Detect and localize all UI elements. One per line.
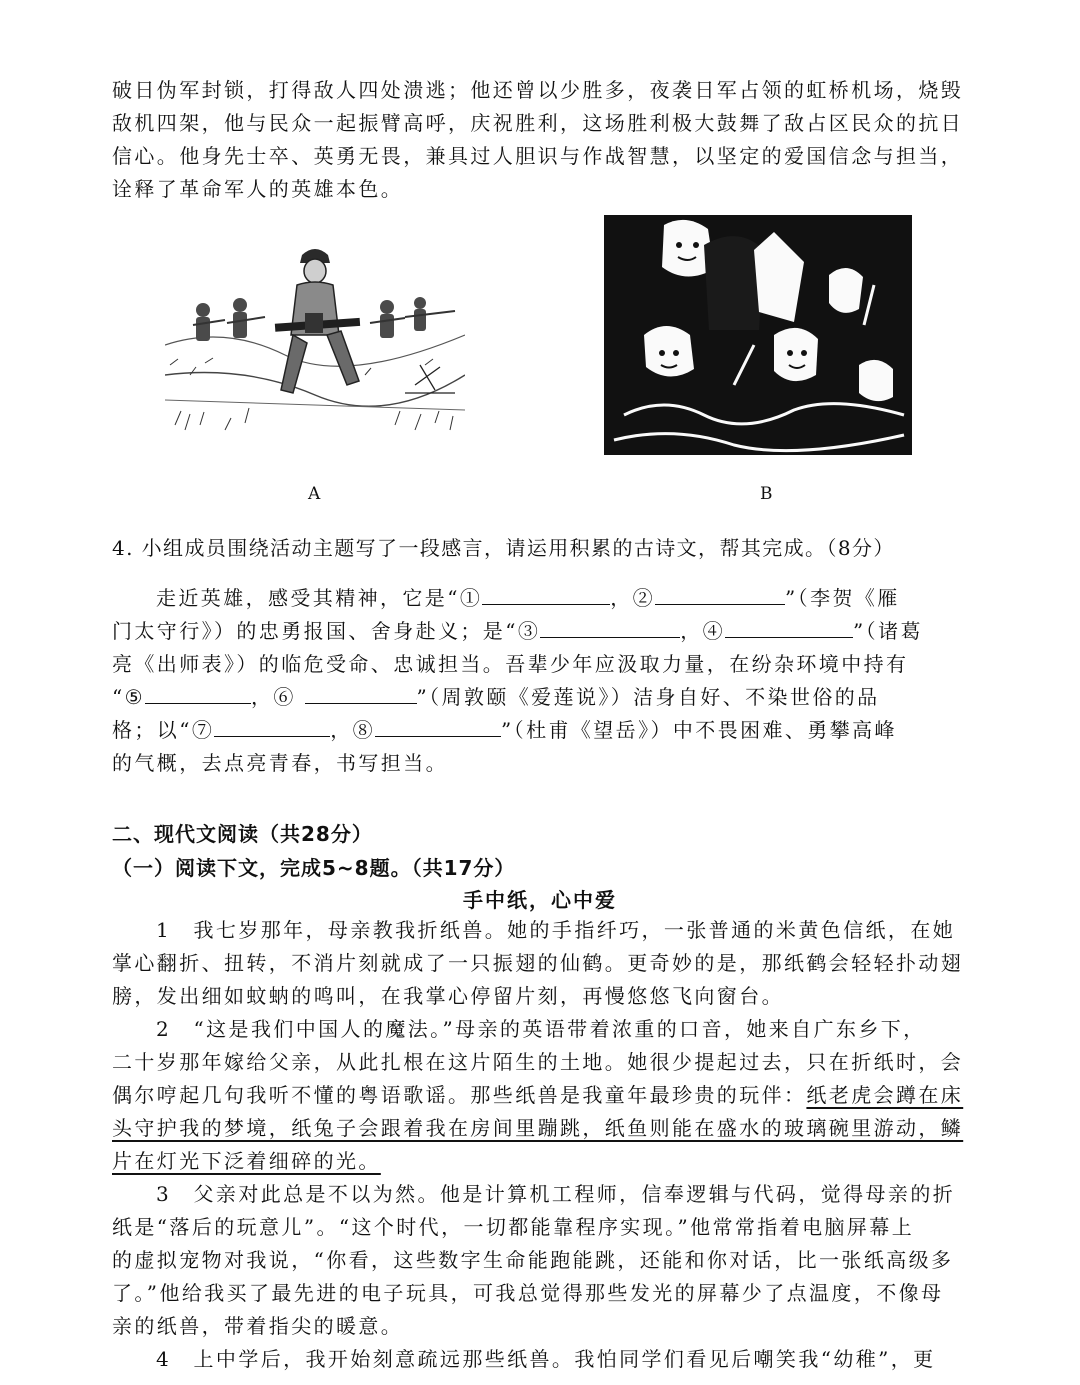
article-line: 2 “这是我们中国人的魔法。”母亲的英语带着浓重的口音，她来自广东乡下， xyxy=(156,1017,926,1041)
figure-b-label: B xyxy=(760,484,773,504)
article-line: 二十岁那年嫁给父亲，从此扎根在这片陌生的土地。她很少提起过去，只在折纸时，会 xyxy=(112,1050,964,1074)
text-line: 破日伪军封锁，打得敌人四处溃逃；他还曾以少胜多，夜袭日军占领的虹桥机场，烧毁 xyxy=(112,78,964,102)
answer-blank-2[interactable] xyxy=(655,582,785,605)
intro-paragraph xyxy=(112,74,972,206)
article-line: 膀，发出细如蚊蚋的鸣叫，在我掌心停留片刻，再慢悠悠飞向窗台。 xyxy=(112,984,784,1008)
article-line: 了。”他给我买了最先进的电子玩具，可我总觉得那些发光的屏幕少了点温度，不像母 xyxy=(112,1281,944,1305)
section-heading: 二、现代文阅读（共28分） xyxy=(112,822,373,846)
article-title: 手中纸，心中爱 xyxy=(463,888,617,912)
answer-blank-7[interactable] xyxy=(214,714,330,737)
question-4-passage xyxy=(112,582,972,780)
passage-line: “⑤ ，⑥ ”（周敦颐《爱莲说》）洁身自好、不染世俗的品 xyxy=(112,681,972,714)
answer-blank-1[interactable] xyxy=(482,582,610,605)
passage-line: 的气概，去点亮青春，书写担当。 xyxy=(112,751,448,775)
article-line xyxy=(112,1145,972,1178)
subsection-heading: （一）阅读下文，完成5~8题。（共17分） xyxy=(112,856,516,880)
underlined-text: 纸老虎会蹲在床 xyxy=(806,1083,964,1107)
question-4-prompt: 4. 小组成员围绕活动主题写了一段感言，请运用积累的古诗文，帮其完成。（8分） xyxy=(112,536,895,560)
illustration-b-cheering-people xyxy=(604,215,912,455)
article-line: 偶尔哼起几句我听不懂的粤语歌谣。那些纸兽是我童年最珍贵的玩伴：纸老虎会蹲在床 xyxy=(112,1083,964,1107)
answer-blank-8[interactable] xyxy=(375,714,501,737)
text-line: 信心。他身先士卒、英勇无畏，兼具过人胆识与作战智慧，以坚定的爱国信念与担当， xyxy=(112,144,964,168)
article-body xyxy=(112,914,972,1376)
passage-line: 格；以“⑦ ，⑧ ”（杜甫《望岳》）中不畏困难、勇攀高峰 xyxy=(112,714,972,747)
article-line: 1 我七岁那年，母亲教我折纸兽。她的手指纤巧，一张普通的米黄色信纸，在她 xyxy=(156,918,956,942)
article-line: 纸是“落后的玩意儿”。“这个时代，一切都能靠程序实现。”他常常指着电脑屏幕上 xyxy=(112,1215,915,1239)
passage-line: 亮《出师表》）的临危受命、忠诚担当。吾辈少年应汲取力量，在纷杂环境中持有 xyxy=(112,652,909,676)
article-line: 亲的纸兽，带着指尖的暖意。 xyxy=(112,1314,404,1338)
figure-a-label: A xyxy=(308,484,321,504)
underlined-text: 头守护我的梦境，纸兔子会跟着我在房间里蹦跳，纸鱼则能在盛水的玻璃碗里游动，鳞 xyxy=(112,1116,964,1140)
article-line: 的虚拟宠物对我说，“你看，这些数字生命能跑能跳，还能和你对话，比一张纸高级多 xyxy=(112,1248,954,1272)
illustration-a-soldiers-charging xyxy=(165,225,465,440)
underlined-text: 片在灯光下泛着细碎的光。 xyxy=(112,1149,381,1173)
answer-blank-5[interactable] xyxy=(145,681,251,704)
passage-line: 走近英雄，感受其精神，它是“① ，② ”（李贺《雁 xyxy=(112,582,972,615)
article-line: 4 上中学后，我开始刻意疏远那些纸兽。我怕同学们看见后嘲笑我“幼稚”，更 xyxy=(156,1347,936,1371)
answer-blank-6[interactable] xyxy=(305,681,417,704)
text-line: 敌机四架，他与民众一起振臂高呼，庆祝胜利，这场胜利极大鼓舞了敌占区民众的抗日 xyxy=(112,111,964,135)
answer-blank-4[interactable] xyxy=(725,615,853,638)
answer-blank-3[interactable] xyxy=(540,615,680,638)
article-line: 3 父亲对此总是不以为然。他是计算机工程师，信奉逻辑与代码，觉得母亲的折 xyxy=(156,1182,956,1206)
passage-line: 门太守行》）的忠勇报国、舍身赴义；是“③ ，④ ”（诸葛 xyxy=(112,615,972,648)
text-line: 诠释了革命军人的英雄本色。 xyxy=(112,177,404,201)
article-line: 掌心翻折、扭转，不消片刻就成了一只振翅的仙鹤。更奇妙的是，那纸鹤会轻轻扑动翅 xyxy=(112,951,964,975)
